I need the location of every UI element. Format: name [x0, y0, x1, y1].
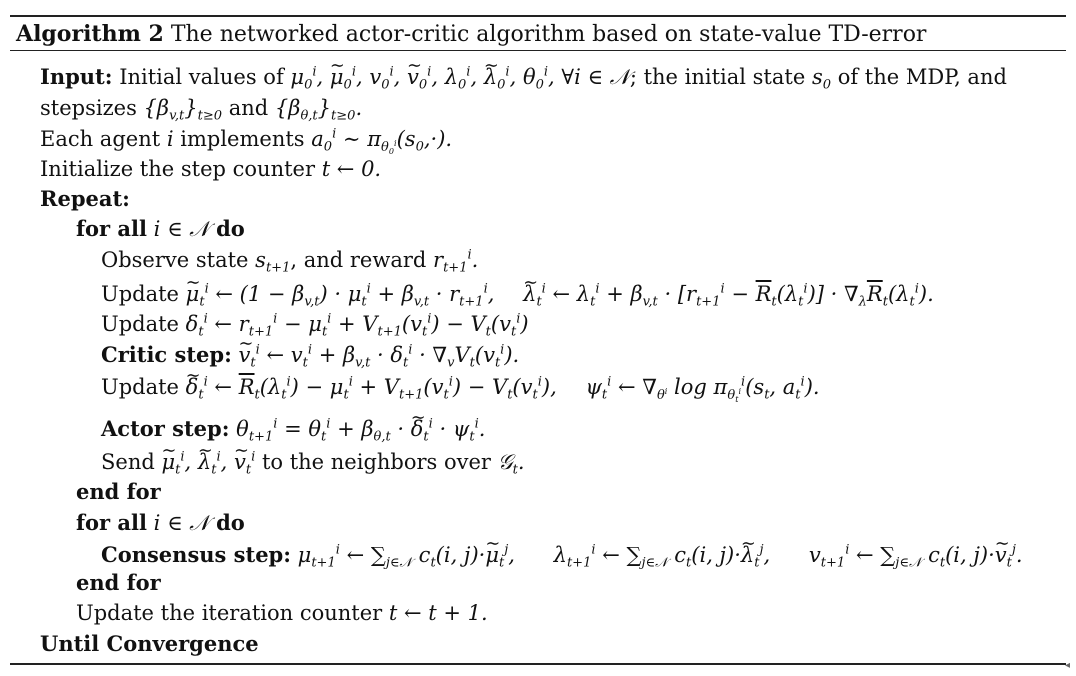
- endfor-line-1: [76, 477, 161, 507]
- input-math-s0: $s_0$: [811, 65, 832, 93]
- consensus-v-math: $v_{t+1}^i$ ← $\sum_{j\in 𝒩}$ $c_t(i$, j)·∼ $v_t^j$.: [809, 543, 1023, 567]
- update-delta-math: $\delta_t^i$ ← $r_{t+1}^i - \mu_t^i + V_{t+1}(v_t^i) - V_t(v_t^i)$: [185, 311, 529, 340]
- observe-text: Observe state: [101, 248, 249, 272]
- consensus-keyword: Consensus step:: [101, 542, 291, 567]
- observe-state: $s_{t+1}$: [255, 248, 291, 276]
- update-delta-line: [101, 309, 529, 339]
- implements-line: [40, 124, 452, 154]
- critic-line: [101, 340, 519, 370]
- endfor-keyword-2: end for: [76, 570, 161, 595]
- update-tilde-delta-math: ∼ $\delta_t^i$ ← $\overline{R}_t(\lambda_t^i) - \mu_t^i + V_{t+1}(v_t^i) - V_t(v_t^i)$,: [186, 375, 557, 399]
- stepsize-beta-v: $\{\beta_{v,t}\}_{t\ge 0}$: [143, 96, 223, 124]
- init-text: Initialize the step counter: [40, 157, 315, 181]
- update-psi-math: $\psi_t^i$ ← $\nabla_{\theta^i}$ $\log \pi_{\theta_t^i}^i(s_t$, $a_t^i$).: [585, 374, 820, 404]
- stepsizes-text: stepsizes: [40, 96, 137, 120]
- corner-mark-icon: ◂: [1064, 660, 1070, 671]
- init-math: t ← 0.: [321, 157, 382, 181]
- update-keyword-1: Update: [101, 282, 179, 306]
- update-lambda-math: ∼ $\lambda_t^i$ ← $\lambda_t^i + \beta_{v,t} \cdot [r_{t+1}^i - \overline{R}_t(\lambda_t^i)] \cdot \nabla_\lambda\overline{R}_t(\lambda_t^i)$.: [523, 282, 934, 306]
- title-rule: [10, 50, 1066, 51]
- forall-math-1: i ∈ 𝒩: [153, 217, 210, 241]
- send-line: [101, 447, 525, 477]
- input-math-initials: $\mu_0^i$, ∼ $\mu_0^i$, $v_0^i$, ∼ $v_0^i$, $\lambda_0^i$, ∼ $\lambda_0^i$, $\theta_0^i$, ∀i ∈ 𝒩: [290, 65, 629, 89]
- update-keyword-3: Update: [101, 375, 179, 399]
- top-rule: [10, 15, 1066, 17]
- send-math: ∼ $\mu_t^i$, ∼ $\lambda_t^i$, ∼ $v_t^i$: [161, 450, 255, 474]
- implements-verb: implements: [180, 127, 305, 151]
- forall-math-2: i ∈ 𝒩: [153, 511, 210, 535]
- endfor-line-2: [76, 568, 161, 598]
- forall-line-1: [76, 214, 245, 244]
- update-iter-text: Update the iteration counter: [76, 601, 383, 625]
- consensus-lambda-math: $\lambda_{t+1}^i$ ← $\sum_{j\in 𝒩}$ $c_t(i$, j)·∼ $\lambda_t^j$,: [554, 543, 771, 567]
- observe-reward-text: , and reward: [290, 248, 427, 272]
- send-text: Send: [101, 450, 155, 474]
- do-keyword-2: do: [216, 510, 245, 535]
- until-line: [40, 629, 259, 659]
- critic-math: ∼ $v_t^i$ ← $v_t^i + \beta_{v,t} \cdot \delta_t^i \cdot \nabla_vV_t(v_t^i)$.: [239, 343, 520, 367]
- input-text-state: ; the initial state: [629, 65, 806, 89]
- algorithm-caption: The networked actor-critic algorithm based on state-value TD-error: [170, 22, 927, 47]
- forall-keyword-2: for all: [76, 510, 147, 535]
- do-keyword-1: do: [216, 216, 245, 241]
- implements-text: Each agent: [40, 127, 161, 151]
- implements-math: $a_0^i$ ∼ $\pi_{\theta_0^i}(s_0,\cdot)$.: [311, 126, 453, 156]
- algorithm-number: Algorithm 2: [16, 21, 164, 47]
- update-iter-line: [76, 598, 488, 628]
- init-line: [40, 154, 381, 184]
- bottom-rule: [10, 663, 1066, 665]
- input-text: Initial values of: [119, 65, 284, 89]
- endfor-keyword-1: end for: [76, 479, 161, 504]
- input-line: [40, 62, 1007, 92]
- consensus-line: [101, 540, 1023, 570]
- algorithm-title: [16, 20, 926, 48]
- input-text-mdp: of the MDP, and: [837, 65, 1007, 89]
- send-text-b: to the neighbors over: [261, 450, 491, 474]
- repeat-keyword: Repeat:: [40, 186, 130, 211]
- stepsize-beta-theta: $\{\beta_{\theta,t}\}_{t\ge 0}$.: [274, 96, 363, 124]
- consensus-mu-math: $\mu_{t+1}^i$ ← $\sum_{j\in 𝒩}$ $c_t(i$, j)·∼ $\mu_t^j$,: [298, 543, 515, 567]
- update-psi-line: [101, 372, 820, 402]
- stepsizes-and: and: [228, 96, 269, 120]
- forall-line-2: [76, 508, 245, 538]
- update-mu-math: ∼ $\mu_t^i$ ← $(1 - \beta_{v,t}) \cdot \mu_t^i + \beta_{v,t} \cdot r_{t+1}^i$,: [186, 282, 495, 306]
- update-iter-math: t ← t + 1.: [388, 601, 488, 625]
- observe-reward: $r_{t+1}^i$.: [433, 247, 479, 276]
- repeat-line: [40, 184, 130, 214]
- stepsizes-line: [40, 93, 362, 123]
- input-keyword: Input:: [40, 64, 113, 89]
- agent-i: i: [166, 127, 174, 151]
- update-mu-lambda-line: [101, 279, 934, 309]
- send-graph: 𝒢$_t$.: [497, 450, 525, 478]
- actor-line: [101, 414, 485, 444]
- critic-keyword: Critic step:: [101, 342, 232, 367]
- observe-line: [101, 245, 478, 275]
- update-keyword-2: Update: [101, 312, 179, 336]
- until-keyword: Until Convergence: [40, 631, 259, 656]
- forall-keyword-1: for all: [76, 216, 147, 241]
- actor-keyword: Actor step:: [101, 416, 230, 441]
- actor-math: $\theta_{t+1}^i = \theta_t^i + \beta_{\theta,t}$ · ∼ $\delta_t^i \cdot \psi_t^i$.: [236, 417, 485, 441]
